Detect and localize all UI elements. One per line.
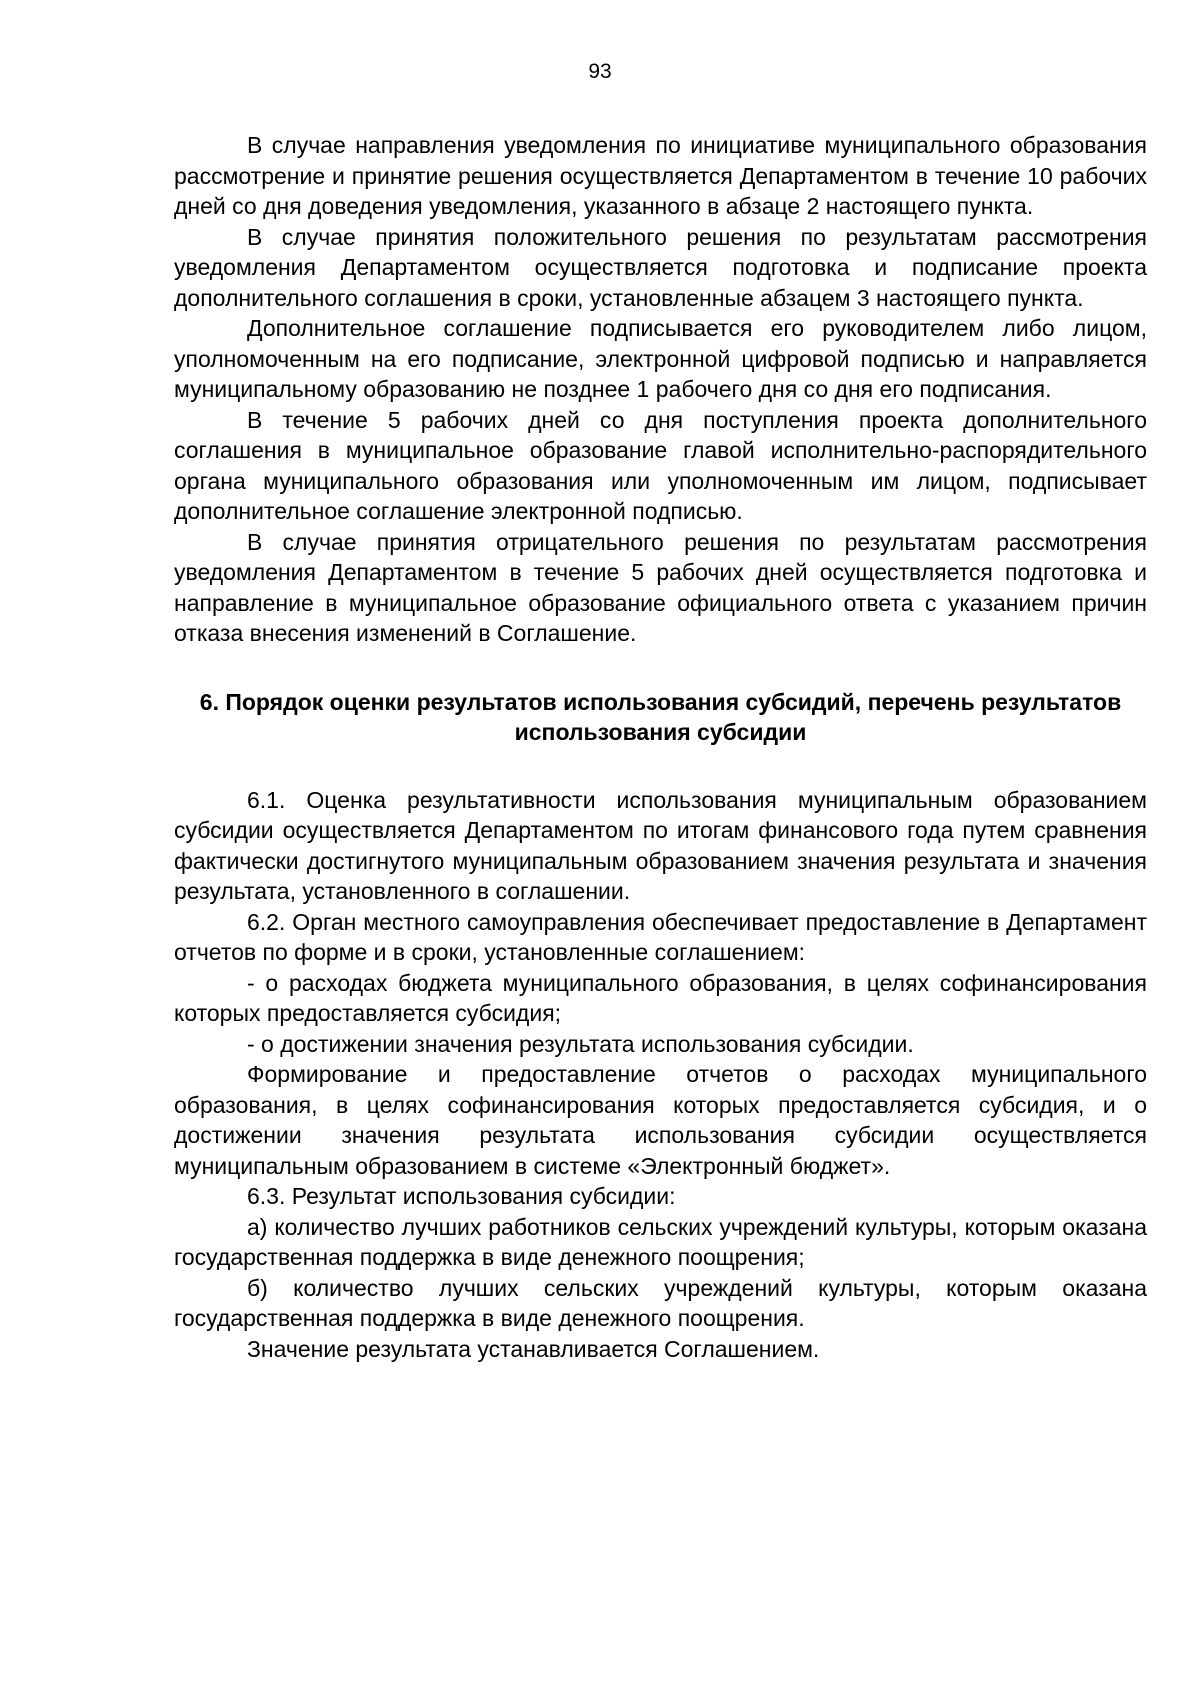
list-item: - о достижении значения результата использования субсидии. [247, 1030, 914, 1057]
paragraph: В случае принятия положительного решения по результатам рассмотрения уведомления Департаментом осуществляется подготовка и подписание проекта дополнительного соглашения в сроки, установленные абзацем 3 настоящего пункта. [174, 223, 1147, 311]
paragraph: Дополнительное соглашение подписывается его руководителем либо лицом, уполномоченным на его подписание, электронной цифровой подписью и направляется муниципальному образованию не позднее 1 рабочего дня со дня его подписания. [174, 315, 1147, 402]
paragraph: Формирование и предоставление отчетов о расходах муниципального образования, в целях софинансирования которых предоставляется субсидия, и о достижении значения результата использования субсидии осуществляется муниципальным образованием в системе «Электронный бюджет». [174, 1061, 1147, 1179]
paragraph: Значение результата устанавливается Соглашением. [247, 1335, 820, 1362]
paragraph: В течение 5 рабочих дней со дня поступления проекта дополнительного соглашения в муниципальное образование главой исполнительно-распорядительного органа муниципального образования или уполномоченным им лицом, подписывает дополнительное соглашение электронной подписью. [174, 406, 1147, 524]
section-heading: 6. Порядок оценки результатов использования субсидий, перечень результатов использования субсидии [199, 688, 1122, 745]
document-body [174, 130, 1147, 1364]
list-item: а) количество лучших работников сельских учреждений культуры, которым оказана государственная поддержка в виде денежного поощрения; [174, 1213, 1147, 1270]
page-number: 93 [588, 60, 612, 83]
list-item: б) количество лучших сельских учреждений культуры, которым оказана государственная поддержка в виде денежного поощрения. [174, 1274, 1147, 1331]
paragraph: 6.2. Орган местного самоуправления обеспечивает предоставление в Департамент отчетов по форме и в сроки, установленные соглашением: [174, 908, 1147, 965]
paragraph: 6.1. Оценка результативности использования муниципальным образованием субсидии осуществляется Департаментом по итогам финансового года путем сравнения фактически достигнутого муниципальным образованием значения результата и значения результата, установленного в соглашении. [174, 786, 1147, 904]
list-item: - о расходах бюджета муниципального образования, в целях софинансирования которых предоставляется субсидия; [174, 969, 1147, 1026]
paragraph: 6.3. Результат использования субсидии: [247, 1183, 676, 1209]
paragraph: В случае направления уведомления по инициативе муниципального образования рассмотрение и принятие решения осуществляется Департаментом в течение 10 рабочих дней со дня доведения уведомления, указанного в абзаце 2 настоящего пункта. [174, 132, 1147, 219]
paragraph: В случае принятия отрицательного решения по результатам рассмотрения уведомления Департаментом в течение 5 рабочих дней осуществляется подготовка и направление в муниципальное образование официального ответа с указанием причин отказа внесения изменений в Соглашение. [174, 528, 1147, 646]
